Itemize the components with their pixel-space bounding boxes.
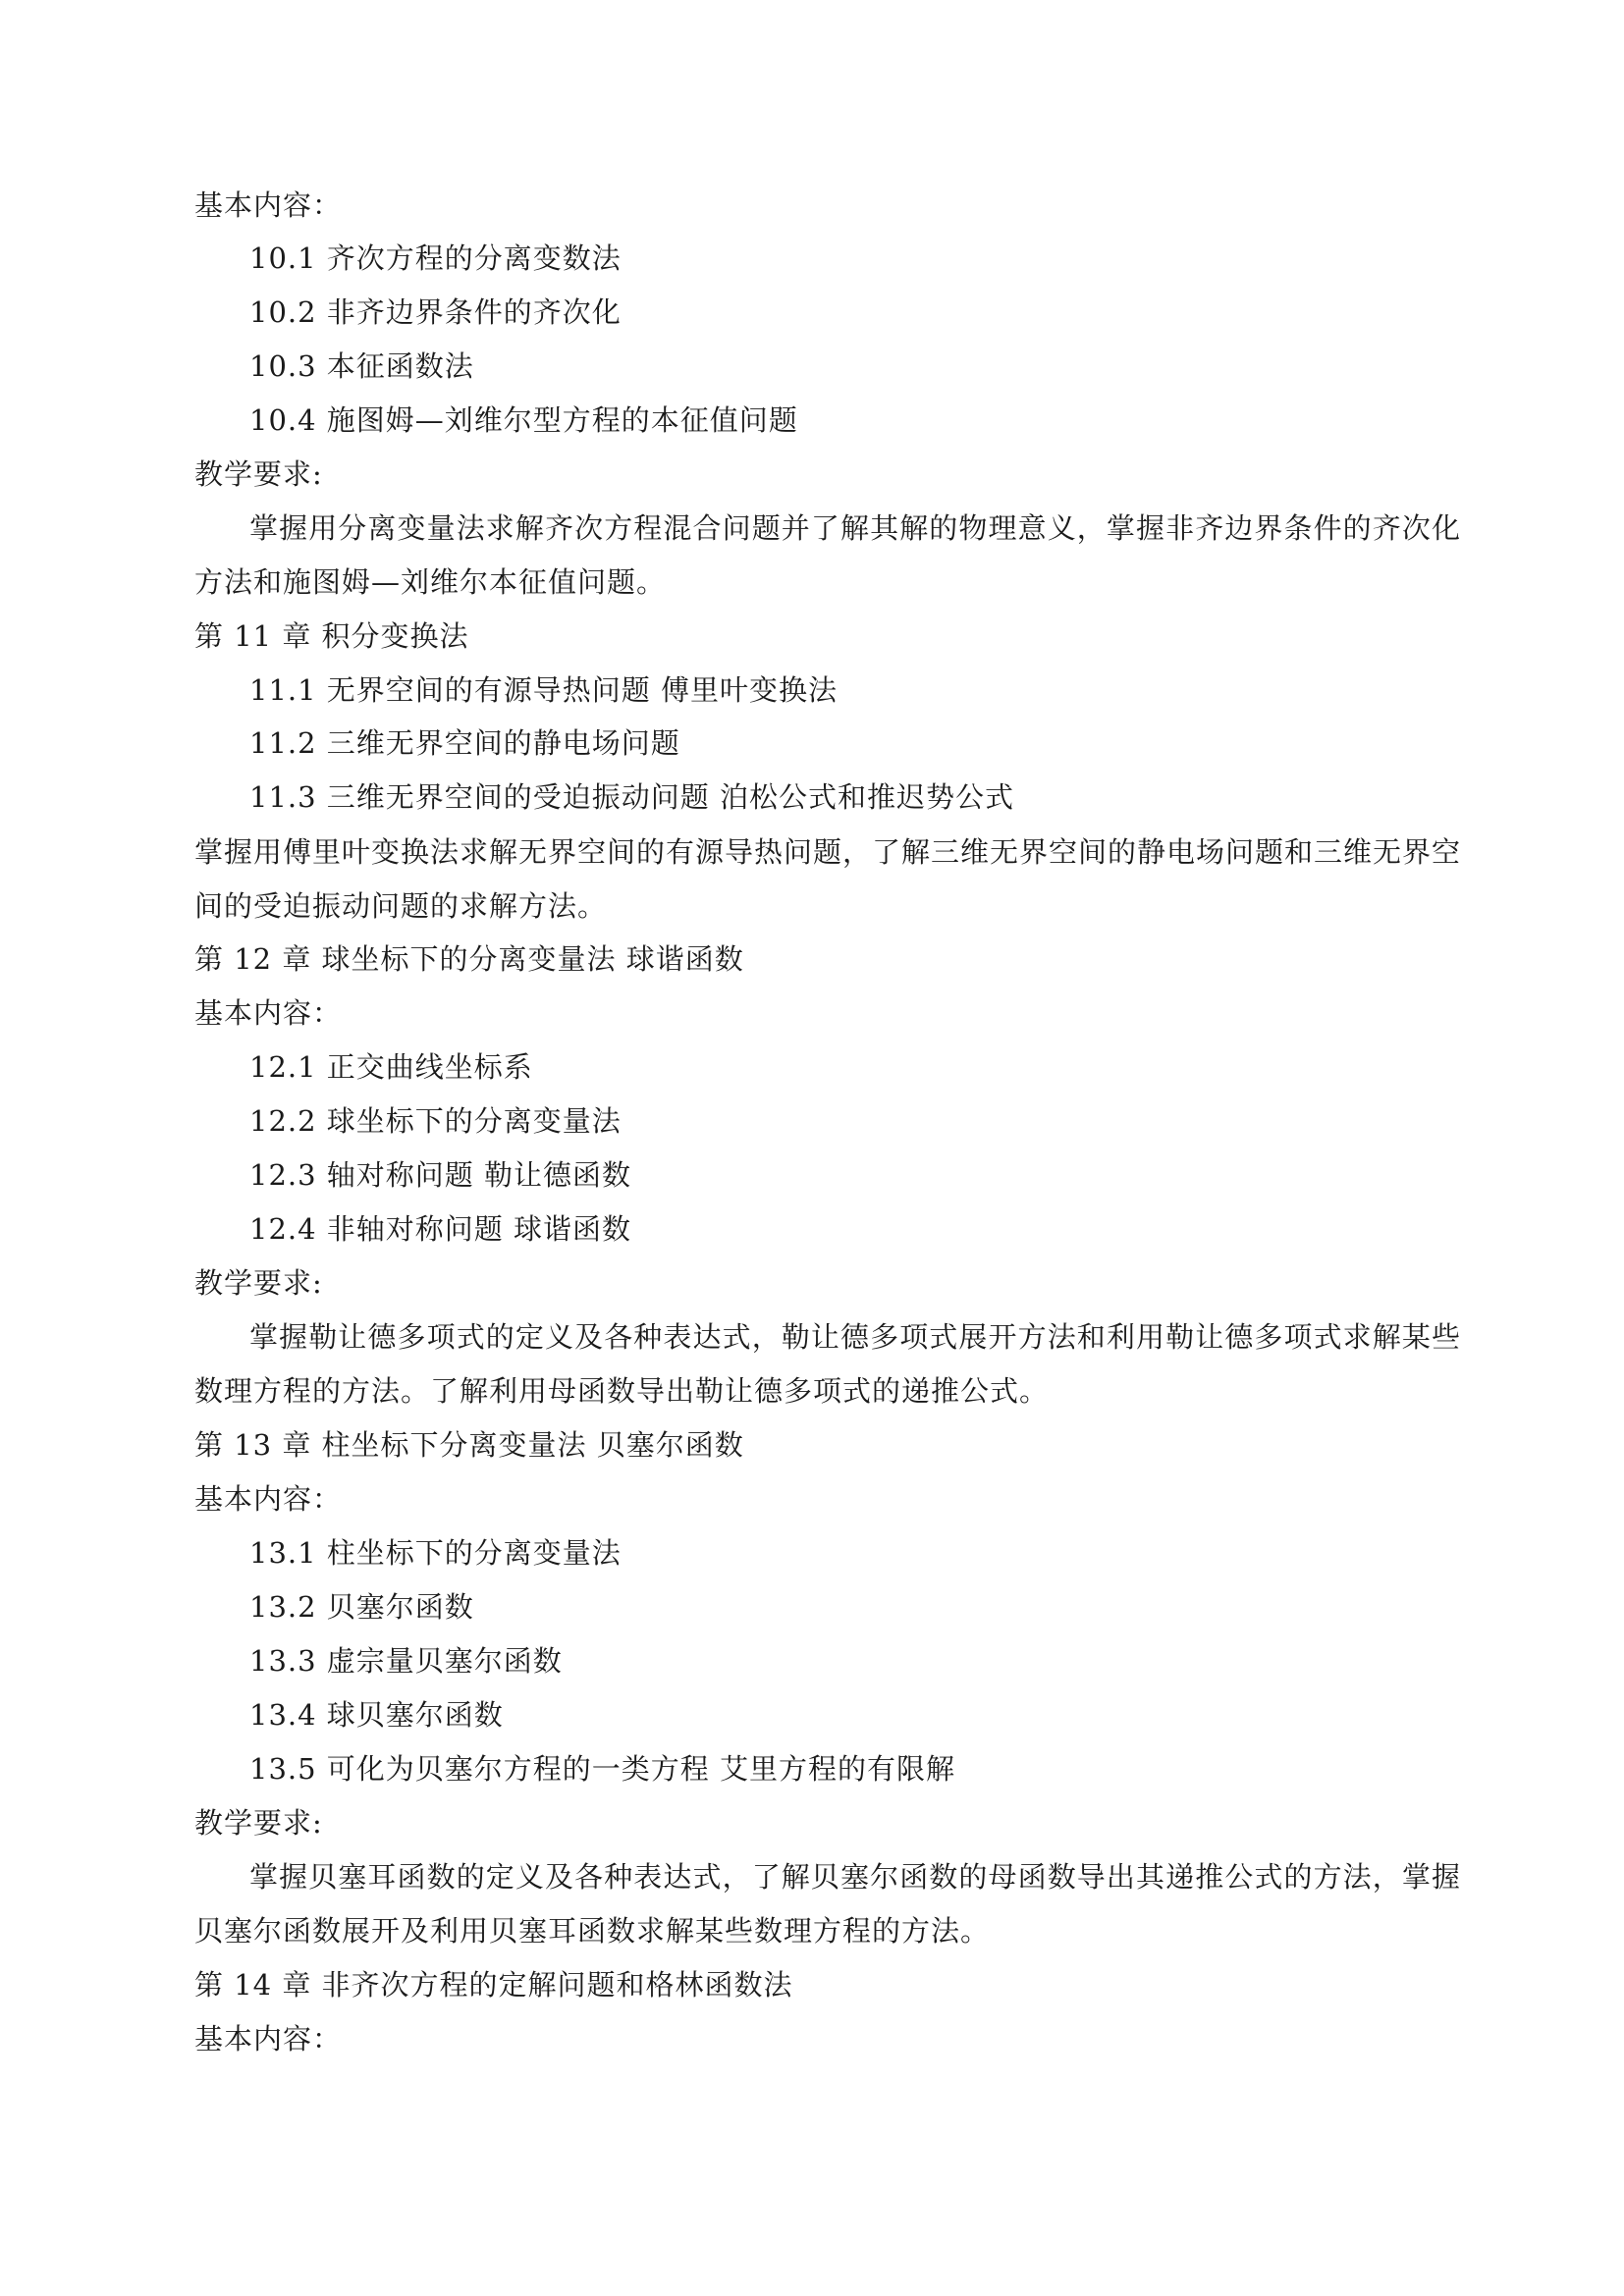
paragraph-requirements-ch13: 掌握贝塞耳函数的定义及各种表达式，了解贝塞尔函数的母函数导出其递推公式的方法，掌握贝塞尔函数展开及利用贝塞耳函数求解某些数理方程的方法。: [194, 1860, 1461, 1948]
chapter-heading-14: 第 14 章 非齐次方程的定解问题和格林函数法: [194, 1968, 793, 2002]
paragraph-requirements-ch11: 掌握用傅里叶变换法求解无界空间的有源导热问题，了解三维无界空间的静电场问题和三维无界空间的受迫振动问题的求解方法。: [194, 835, 1462, 923]
list-item-12-4: 12.4 非轴对称问题 球谐函数: [249, 1212, 632, 1246]
list-item-10-4: 10.4 施图姆—刘维尔型方程的本征值问题: [249, 403, 798, 437]
section-label-basic-content: 基本内容：: [194, 996, 343, 1030]
list-item-13-3: 13.3 虚宗量贝塞尔函数: [249, 1644, 563, 1678]
list-item-13-1: 13.1 柱坐标下的分离变量法: [249, 1536, 622, 1570]
list-item-12-3: 12.3 轴对称问题 勒让德函数: [249, 1158, 632, 1192]
list-item-11-3: 11.3 三维无界空间的受迫振动问题 泊松公式和推迟势公式: [249, 780, 1015, 814]
section-label-basic-content: 基本内容：: [194, 2022, 343, 2056]
list-item-13-2: 13.2 贝塞尔函数: [249, 1590, 474, 1624]
chapter-heading-12: 第 12 章 球坐标下的分离变量法 球谐函数: [194, 942, 744, 976]
paragraph-requirements-ch12: 掌握勒让德多项式的定义及各种表达式，勒让德多项式展开方法和利用勒让德多项式求解某些数理方程的方法。了解利用母函数导出勒让德多项式的递推公式。: [194, 1320, 1461, 1408]
section-label-basic-content: 基本内容：: [194, 188, 343, 222]
list-item-11-2: 11.2 三维无界空间的静电场问题: [249, 726, 680, 760]
section-label-teaching-requirements: 教学要求:: [194, 1806, 323, 1840]
list-item-11-1: 11.1 无界空间的有源导热问题 傅里叶变换法: [249, 673, 839, 707]
list-item-10-1: 10.1 齐次方程的分离变数法: [249, 241, 622, 275]
section-label-basic-content: 基本内容：: [194, 1482, 343, 1516]
chapter-heading-11: 第 11 章 积分变换法: [194, 619, 469, 653]
list-item-10-2: 10.2 非齐边界条件的齐次化: [249, 295, 622, 329]
list-item-12-1: 12.1 正交曲线坐标系: [249, 1050, 533, 1084]
chapter-heading-13: 第 13 章 柱坐标下分离变量法 贝塞尔函数: [194, 1428, 744, 1462]
list-item-13-5: 13.5 可化为贝塞尔方程的一类方程 艾里方程的有限解: [249, 1752, 956, 1786]
list-item-12-2: 12.2 球坐标下的分离变量法: [249, 1104, 622, 1138]
list-item-13-4: 13.4 球贝塞尔函数: [249, 1698, 504, 1732]
paragraph-requirements-ch10: 掌握用分离变量法求解齐次方程混合问题并了解其解的物理意义，掌握非齐边界条件的齐次化方法和施图姆—刘维尔本征值问题。: [194, 511, 1461, 599]
list-item-10-3: 10.3 本征函数法: [249, 349, 474, 383]
section-label-teaching-requirements: 教学要求:: [194, 457, 323, 491]
section-label-teaching-requirements: 教学要求:: [194, 1266, 323, 1300]
